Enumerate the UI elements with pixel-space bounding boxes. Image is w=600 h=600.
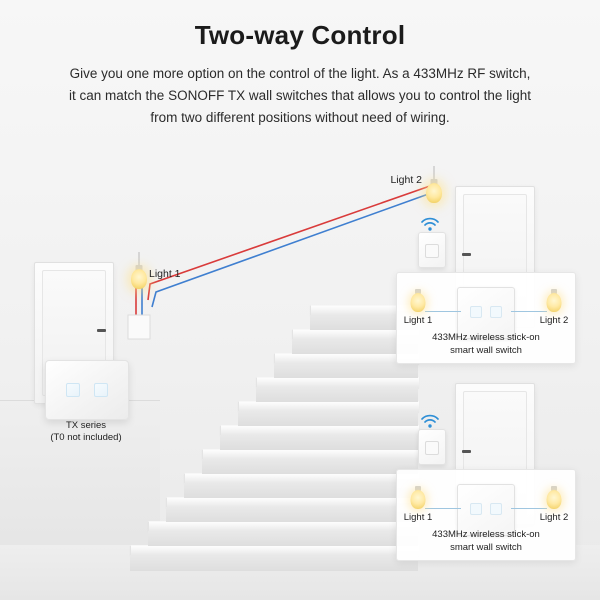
light-bulb-icon <box>547 293 562 312</box>
page-title: Two-way Control <box>194 20 406 50</box>
light-bulb-icon <box>411 293 426 312</box>
junction-box <box>128 315 150 339</box>
page-subtitle: Give you one more option on the control of the light. As a 433MHz RF switch, it can match the SONOFF TX wall switches that allows you to control the light from two different positions without need of wiring. <box>69 66 531 125</box>
card-bottom-bulb-right <box>545 486 563 508</box>
card-bottom-wire-right <box>511 508 547 509</box>
tx-wall-switch-caption <box>30 420 142 444</box>
light-bulb-icon <box>411 490 426 509</box>
light-bulb-icon <box>131 269 147 289</box>
card-top-right-label: Light 2 <box>539 315 569 326</box>
wifi-icon-top <box>420 216 438 230</box>
stickon-switch-top[interactable] <box>418 232 446 268</box>
card-top-caption <box>397 332 575 357</box>
card-bottom-key-1[interactable] <box>470 503 482 515</box>
light-2-label: Light 2 <box>390 174 422 186</box>
card-top-caption-line-2: smart wall switch <box>450 344 522 356</box>
card-top-key-1[interactable] <box>470 306 482 318</box>
light-cord <box>434 166 435 180</box>
card-bottom <box>396 469 576 561</box>
header <box>0 0 600 129</box>
card-bottom-bulb-left <box>409 486 427 508</box>
stickon-button[interactable] <box>425 244 439 258</box>
card-top-left-label: Light 1 <box>403 315 433 326</box>
wire-neutral-light2 <box>152 192 434 307</box>
card-top-bulb-left <box>409 289 427 311</box>
card-top-switch-plate[interactable] <box>457 287 515 339</box>
card-top-wire-right <box>511 311 547 312</box>
stickon-switch-bottom[interactable] <box>418 429 446 465</box>
tx-caption-line-2: (T0 not included) <box>50 431 122 443</box>
card-top-caption-line-1: 433MHz wireless stick-on <box>432 332 540 344</box>
card-bottom-left-label: Light 1 <box>403 512 433 523</box>
light-cord <box>139 252 140 266</box>
card-top-bulb-right <box>545 289 563 311</box>
light-bulb-icon <box>547 490 562 509</box>
card-bottom-switch-plate[interactable] <box>457 484 515 536</box>
card-top-key-2[interactable] <box>490 306 502 318</box>
card-bottom-caption-line-1: 433MHz wireless stick-on <box>432 529 540 541</box>
card-bottom-caption-line-2: smart wall switch <box>450 541 522 553</box>
light-1-label: Light 1 <box>149 268 181 280</box>
card-bottom-key-2[interactable] <box>490 503 502 515</box>
stickon-button[interactable] <box>425 441 439 455</box>
card-bottom-right-label: Light 2 <box>539 512 569 523</box>
card-top-wire-left <box>425 311 461 312</box>
card-bottom-caption <box>397 529 575 554</box>
wire-live-light2 <box>148 186 430 300</box>
tx-wall-switch[interactable] <box>45 360 129 420</box>
light-bulb-icon <box>426 183 442 203</box>
card-bottom-wire-left <box>425 508 461 509</box>
switch-button-1[interactable] <box>66 383 80 397</box>
card-top <box>396 272 576 364</box>
switch-button-2[interactable] <box>94 383 108 397</box>
wifi-icon-bottom <box>420 413 438 427</box>
tx-caption-line-1: TX series <box>65 420 107 431</box>
